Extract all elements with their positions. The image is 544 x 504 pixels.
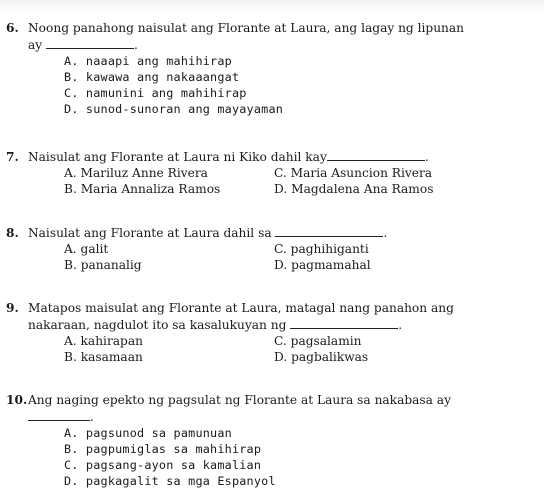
choice-d: D. pagkagalit sa mga Espanyol (64, 474, 276, 488)
question-6-stem-cont: ay . (28, 38, 138, 52)
answer-blank (327, 148, 425, 161)
question-9-stem-cont: nakaraan, nagdulot ito sa kasalukuyan ng . (28, 318, 403, 332)
question-number: 6. (6, 21, 19, 35)
question-10-stem-cont: . (6, 408, 538, 425)
choice-b: B. kasamaan (64, 350, 143, 364)
question-number: 7. (6, 150, 19, 164)
question-text: Noong panahong naisulat ang Florante at Laura, ang lagay ng lipunan (28, 21, 465, 35)
answer-blank (28, 408, 90, 421)
question-10-stem (6, 392, 538, 408)
question-text-cont: nakaraan, nagdulot ito sa kasalukuyan ng (28, 318, 287, 332)
choice-d: D. pagmamahal (274, 258, 371, 272)
question-6-stem (6, 20, 538, 36)
choice-c: C. namunini ang mahihirap (64, 86, 247, 100)
choice-c: C. paghihiganti (274, 242, 369, 256)
choice-a: A. pagsunod sa pamunuan (64, 426, 232, 440)
choice-a: A. Mariluz Anne Rivera (64, 166, 208, 180)
choice-a: A. kahirapan (64, 334, 143, 348)
question-text: Matapos maisulat ang Florante at Laura, matagal nang panahon ang (28, 301, 454, 315)
choice-c: C. pagsalamin (274, 334, 362, 348)
question-number: 8. (6, 226, 19, 240)
choices-list (6, 425, 538, 489)
question-7-stem: 7. Naisulat ang Florante at Laura ni Kiko dahil kay . (6, 150, 429, 164)
choices-list (6, 53, 538, 117)
question-8-stem: 8. Naisulat ang Florante at Laura dahil sa . (6, 226, 388, 240)
choice-a: A. galit (64, 242, 109, 256)
question-7 (6, 148, 538, 197)
answer-blank (275, 224, 383, 237)
choice-b: B. Maria Annaliza Ramos (64, 182, 221, 196)
answer-blank (46, 36, 134, 49)
choice-c: C. pagsang-ayon sa kamalian (64, 458, 262, 472)
choices-list (6, 241, 538, 273)
choice-c: C. Maria Asuncion Rivera (274, 166, 433, 180)
choices-list (6, 333, 538, 365)
choice-b: B. kawawa ang nakaaangat (64, 70, 240, 84)
question-6 (6, 20, 538, 117)
choice-d: D. Magdalena Ana Ramos (274, 182, 434, 196)
choice-a: A. naaapi ang mahihirap (64, 54, 232, 68)
choice-d: D. sunod-sunoran ang mayayaman (64, 102, 284, 116)
question-9-stem (6, 300, 538, 316)
question-text: Ang naging epekto ng pagsulat ng Florante at Laura sa nakabasa ay (28, 393, 451, 407)
question-8 (6, 224, 538, 273)
answer-blank (290, 316, 398, 329)
question-number: 10. (6, 393, 28, 407)
question-9 (6, 300, 538, 365)
choice-b: B. pananalig (64, 258, 142, 272)
choice-d: D. pagbalikwas (274, 350, 369, 364)
question-text: Naisulat ang Florante at Laura ni Kiko dahil kay (28, 150, 327, 164)
question-text-cont: ay (28, 38, 43, 52)
question-text: Naisulat ang Florante at Laura dahil sa (28, 226, 272, 240)
question-10 (6, 392, 538, 489)
question-number: 9. (6, 301, 19, 315)
choice-b: B. pagpumiglas sa mahihirap (64, 442, 262, 456)
choices-list (6, 165, 538, 197)
